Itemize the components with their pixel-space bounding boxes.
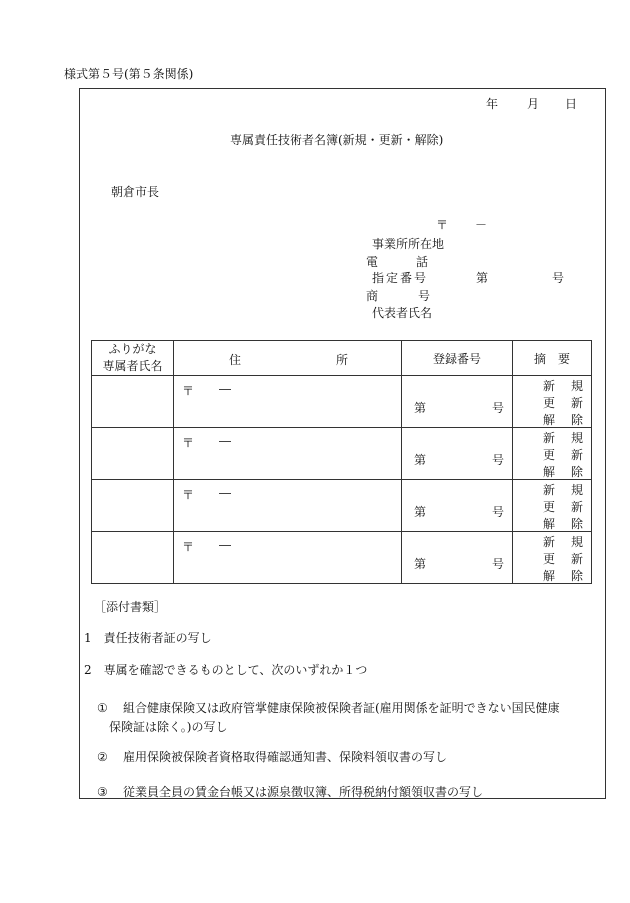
action-renew-2: 新: [570, 448, 583, 462]
action-cancel-1: 解: [543, 413, 556, 427]
registration-dai: 第: [414, 505, 427, 519]
attachment-item-2: 2 専属を確認できるものとして、次のいずれか１つ: [84, 663, 368, 677]
remarks-cell[interactable]: [513, 480, 592, 532]
applicant-postal-mark: 〒: [436, 218, 449, 232]
registration-go: 号: [492, 401, 505, 415]
subitem-3-text: 従業員全員の賃金台帳又は源泉徴収簿、所得税納付額領収書の写し: [123, 785, 484, 799]
action-renew-1: 更: [543, 396, 556, 410]
designation-go: 号: [552, 271, 565, 285]
row-postal-mark: 〒: [182, 540, 195, 554]
table-row: [92, 532, 592, 584]
action-renew-2: 新: [570, 396, 583, 410]
document-title: 専属責任技術者名簿(新規・更新・解除): [230, 133, 444, 147]
name-cell[interactable]: [92, 428, 174, 480]
action-new-1: 新: [543, 431, 556, 445]
action-new-1: 新: [543, 379, 556, 393]
row-postal-mark: 〒: [182, 436, 195, 450]
registration-cell[interactable]: [402, 376, 513, 428]
action-renew-2: 新: [570, 552, 583, 566]
registration-go: 号: [492, 557, 505, 571]
registration-dai: 第: [414, 401, 427, 415]
technician-register-table: [91, 340, 592, 584]
action-renew-1: 更: [543, 500, 556, 514]
date-day-label: 日: [565, 97, 578, 111]
address-column-header: [174, 341, 402, 376]
table-row: [92, 376, 592, 428]
row-postal-dash: ―: [219, 434, 231, 448]
subitem-3-marker: ③: [97, 785, 108, 799]
representative-name-label: 代表者氏名: [372, 306, 433, 320]
technician-name-header: 専属者氏名: [102, 359, 163, 373]
registration-cell[interactable]: [402, 532, 513, 584]
action-renew-1: 更: [543, 448, 556, 462]
subitem-1-text: 組合健康保険又は政府管掌健康保険被保険者証(雇用関係を証明できない国民健康: [123, 701, 560, 715]
row-postal-mark: 〒: [182, 384, 195, 398]
form-number-label: 様式第５号(第５条関係): [64, 67, 194, 81]
action-cancel-2: 除: [570, 413, 583, 427]
attachment-item-1: 1 責任技術者証の写し: [84, 631, 212, 645]
address-header-first: 住: [229, 353, 242, 367]
name-cell[interactable]: [92, 532, 174, 584]
attachment-subitem-2: [97, 751, 447, 763]
action-renew-1: 更: [543, 552, 556, 566]
date-year-label: 年: [486, 97, 499, 111]
designation-dai: 第: [476, 271, 489, 285]
address-cell[interactable]: [174, 376, 402, 428]
table-header-row: [92, 341, 592, 376]
trade-name-label-second: 号: [418, 289, 431, 303]
attachment-subitem-1: [97, 699, 607, 737]
row-postal-dash: ―: [219, 382, 231, 396]
phone-label-second: 話: [416, 255, 429, 269]
action-new-1: 新: [543, 535, 556, 549]
action-new-2: 規: [570, 379, 583, 393]
action-new-2: 規: [570, 535, 583, 549]
action-new-2: 規: [570, 431, 583, 445]
office-address-label: 事業所所在地: [372, 237, 445, 251]
action-cancel-1: 解: [543, 569, 556, 583]
registration-go: 号: [492, 505, 505, 519]
attachments-heading: ［添付書類］: [94, 600, 167, 614]
subitem-2-text: 雇用保険被保険者資格取得確認通知書、保険料領収書の写し: [123, 750, 448, 764]
remarks-cell[interactable]: [513, 532, 592, 584]
registration-dai: 第: [414, 557, 427, 571]
address-header-second: 所: [336, 353, 349, 367]
trade-name-label-first: 商: [366, 289, 379, 303]
row-postal-dash: ―: [219, 538, 231, 552]
row-postal-mark: 〒: [182, 488, 195, 502]
address-cell[interactable]: [174, 480, 402, 532]
action-new-2: 規: [570, 483, 583, 497]
name-cell[interactable]: [92, 376, 174, 428]
attachment-subitem-3: [97, 786, 483, 798]
action-cancel-1: 解: [543, 465, 556, 479]
action-renew-2: 新: [570, 500, 583, 514]
furigana-header: ふりがな: [108, 342, 157, 356]
subitem-1-continuation: 保険証は除く。)の写し: [109, 720, 228, 734]
designation-number-label: 指定番号: [372, 271, 429, 285]
remarks-cell[interactable]: [513, 428, 592, 480]
registration-column-header: 登録番号: [402, 341, 513, 376]
table-row: [92, 428, 592, 480]
remarks-column-header: 摘 要: [513, 341, 592, 376]
action-cancel-2: 除: [570, 465, 583, 479]
remarks-cell[interactable]: [513, 376, 592, 428]
recipient: 朝倉市長: [111, 185, 160, 199]
name-cell[interactable]: [92, 480, 174, 532]
row-postal-dash: ―: [219, 486, 231, 500]
phone-label-first: 電: [366, 255, 379, 269]
registration-cell[interactable]: [402, 480, 513, 532]
date-month-label: 月: [527, 97, 540, 111]
registration-dai: 第: [414, 453, 427, 467]
registration-go: 号: [492, 453, 505, 467]
applicant-postal-dash: －: [475, 218, 488, 232]
address-cell[interactable]: [174, 532, 402, 584]
subitem-1-marker: ①: [97, 701, 108, 715]
name-column-header: [92, 341, 174, 376]
action-cancel-1: 解: [543, 517, 556, 531]
action-cancel-2: 除: [570, 517, 583, 531]
action-new-1: 新: [543, 483, 556, 497]
subitem-2-marker: ②: [97, 750, 108, 764]
registration-cell[interactable]: [402, 428, 513, 480]
table-row: [92, 480, 592, 532]
address-cell[interactable]: [174, 428, 402, 480]
action-cancel-2: 除: [570, 569, 583, 583]
